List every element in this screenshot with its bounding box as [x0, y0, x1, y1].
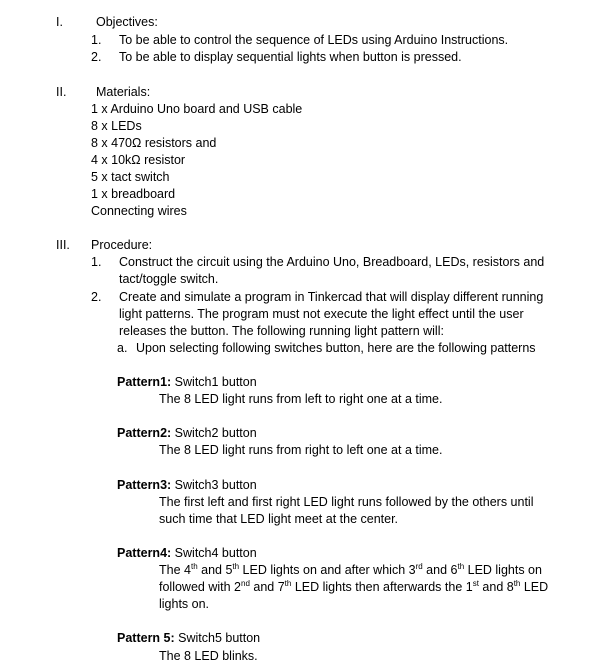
- list-item-line: releases the button. The following running light pattern will:: [119, 324, 444, 338]
- pattern-switch: Switch2 button: [174, 426, 257, 440]
- list-item-line: light patterns. The program must not execute the light effect until the user: [119, 307, 524, 321]
- pattern-switch: Switch1 button: [174, 375, 257, 389]
- pattern-label: Pattern4:: [117, 546, 172, 560]
- pattern-switch: Switch4 button: [174, 546, 257, 560]
- pattern-description: The first left and first right LED light runs followed by the others until: [159, 495, 534, 509]
- section-heading: Objectives:: [96, 15, 158, 29]
- list-number: 2.: [91, 290, 102, 304]
- list-item: 4 x 10kΩ resistor: [91, 153, 186, 167]
- pattern-heading: [117, 630, 260, 647]
- pattern-description: lights on.: [159, 597, 210, 611]
- list-number: 2.: [91, 50, 102, 64]
- list-item-line: tact/toggle switch.: [119, 272, 219, 286]
- section-heading: Procedure:: [91, 238, 153, 252]
- pattern-description: such time that LED light meet at the center.: [159, 512, 399, 526]
- list-item-line: Create and simulate a program in Tinkercad that will display different running: [119, 290, 544, 304]
- pattern-description: The 8 LED blinks.: [159, 649, 258, 663]
- list-number: 1.: [91, 33, 102, 47]
- pattern-heading: [117, 477, 257, 494]
- pattern-label: Pattern2:: [117, 426, 172, 440]
- pattern-switch: Switch5 button: [178, 631, 261, 645]
- list-item: 1 x breadboard: [91, 187, 176, 201]
- list-item: To be able to control the sequence of LEDs using Arduino Instructions.: [119, 33, 509, 47]
- list-item: 1 x Arduino Uno board and USB cable: [91, 102, 303, 116]
- pattern-label: Pattern3:: [117, 478, 172, 492]
- list-item-line: Construct the circuit using the Arduino Uno, Breadboard, LEDs, resistors and: [119, 255, 545, 269]
- list-item: Connecting wires: [91, 204, 187, 218]
- section-numeral: II.: [56, 85, 67, 99]
- section-heading: Materials:: [96, 85, 151, 99]
- list-item: To be able to display sequential lights when button is pressed.: [119, 50, 462, 64]
- list-item: 8 x LEDs: [91, 119, 142, 133]
- pattern-description: The 8 LED light runs from left to right one at a time.: [159, 392, 443, 406]
- pattern-heading: [117, 545, 257, 562]
- list-number: 1.: [91, 255, 102, 269]
- pattern-heading: [117, 425, 257, 442]
- list-item: 5 x tact switch: [91, 170, 170, 184]
- section-numeral: III.: [56, 238, 70, 252]
- pattern-description: followed with 2nd and 7th LED lights then afterwards the 1st and 8th LED: [159, 578, 549, 594]
- sub-list-item: Upon selecting following switches button, here are the following patterns: [136, 341, 536, 355]
- pattern-description: The 8 LED light runs from right to left one at a time.: [159, 443, 443, 457]
- pattern-heading: [117, 374, 257, 391]
- pattern-label: Pattern 5:: [117, 631, 175, 645]
- sub-list-letter: a.: [117, 341, 128, 355]
- pattern-description: The 4th and 5th LED lights on and after which 3rd and 6th LED lights on: [159, 561, 542, 577]
- list-item: 8 x 470Ω resistors and: [91, 136, 217, 150]
- section-numeral: I.: [56, 15, 63, 29]
- pattern-label: Pattern1:: [117, 375, 172, 389]
- pattern-switch: Switch3 button: [174, 478, 257, 492]
